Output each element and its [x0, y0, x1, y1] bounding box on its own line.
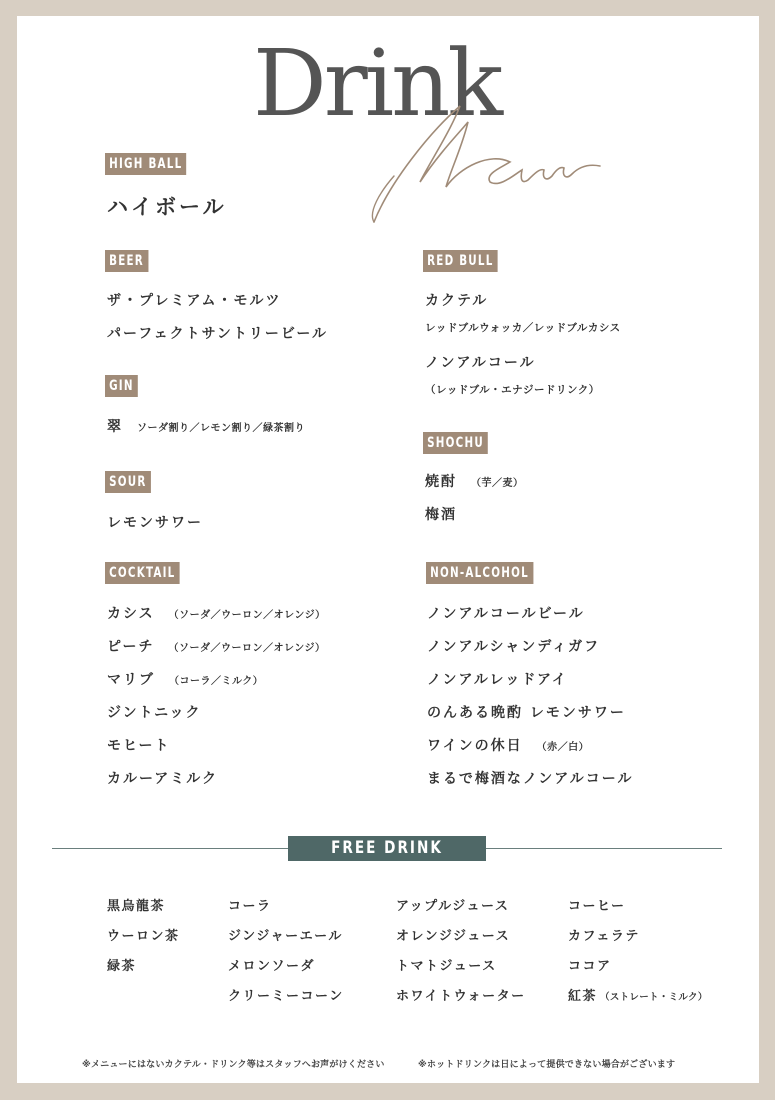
- free-item: アップルジュース: [396, 899, 510, 914]
- divider-right: [486, 848, 722, 849]
- menu-script-lettering: [350, 92, 610, 232]
- menu-item: モヒート: [107, 738, 171, 754]
- menu-item-sub: レッドブルウォッカ／レッドブルカシス: [425, 322, 621, 334]
- menu-item: ジントニック: [107, 705, 202, 721]
- free-item-note: （ストレート・ミルク）: [600, 992, 708, 1003]
- free-item: ホワイトウォーター: [396, 989, 526, 1004]
- menu-item: まるで梅酒なノンアルコール: [427, 771, 634, 787]
- menu-item-note: （ソーダ／ウーロン／オレンジ）: [168, 643, 326, 654]
- free-item: 紅茶 （ストレート・ミルク）: [568, 989, 708, 1004]
- menu-item: カクテル: [425, 293, 489, 309]
- menu-item: 翠 ソーダ割り／レモン割り／緑茶割り: [107, 419, 305, 435]
- menu-item-highball: ハイボール: [107, 195, 227, 219]
- menu-item: マリブ （コーラ／ミルク）: [107, 672, 264, 688]
- menu-item: ノンアルコール: [425, 355, 536, 371]
- free-item: カフェラテ: [568, 929, 640, 944]
- free-item: メロンソーダ: [228, 959, 316, 974]
- footer-note: ※メニューにはないカクテル・ドリンク等はスタッフへお声がけください: [82, 1060, 385, 1070]
- menu-item: 焼酎 （芋／麦）: [425, 474, 524, 490]
- free-item: ココア: [568, 959, 612, 974]
- menu-item: ザ・プレミアム・モルツ: [107, 293, 282, 309]
- tag-sour: SOUR: [105, 471, 151, 493]
- menu-item: のんある晩酌 レモンサワー: [427, 705, 626, 721]
- menu-item-note: （赤／白）: [536, 742, 590, 753]
- menu-item-note: ソーダ割り／レモン割り／緑茶割り: [137, 423, 305, 434]
- menu-item-note: （芋／麦）: [471, 478, 524, 489]
- divider-left: [52, 848, 288, 849]
- menu-item: ノンアルレッドアイ: [427, 672, 568, 688]
- free-item: ジンジャーエール: [228, 929, 343, 944]
- menu-item: レモンサワー: [107, 515, 203, 531]
- free-item: ウーロン茶: [107, 929, 180, 944]
- menu-item-note: （ソーダ／ウーロン／オレンジ）: [168, 610, 326, 621]
- tag-beer: BEER: [105, 250, 148, 272]
- free-item: 黒烏龍茶: [107, 899, 166, 914]
- menu-item: ワインの休日 （赤／白）: [427, 738, 590, 754]
- footer-note: ※ホットドリンクは日によって提供できない場合がございます: [418, 1060, 676, 1070]
- menu-item: パーフェクトサントリービール: [107, 326, 329, 342]
- menu-item: 梅酒: [425, 507, 457, 523]
- menu-item: カシス （ソーダ／ウーロン／オレンジ）: [107, 606, 326, 622]
- menu-item: ノンアルコールビール: [427, 606, 585, 622]
- tag-gin: GIN: [105, 375, 138, 397]
- free-item: コーヒー: [568, 899, 626, 914]
- tag-shochu: SHOCHU: [423, 432, 488, 454]
- menu-item-note: （コーラ／ミルク）: [169, 676, 264, 687]
- menu-item: カルーアミルク: [107, 771, 219, 787]
- menu-item: ピーチ （ソーダ／ウーロン／オレンジ）: [107, 639, 326, 655]
- menu-item-sub: （レッドブル・エナジードリンク）: [425, 384, 600, 396]
- tag-highball: HIGH BALL: [105, 153, 187, 175]
- free-item: コーラ: [228, 899, 272, 914]
- tag-nonalcohol: NON-ALCOHOL: [426, 562, 533, 584]
- menu-item: ノンアルシャンディガフ: [427, 639, 601, 655]
- tag-cocktail: COCKTAIL: [105, 562, 180, 584]
- free-item: オレンジジュース: [396, 929, 511, 944]
- free-drink-heading: FREE DRINK MENU: [288, 836, 486, 861]
- page-title: Drink: [253, 30, 501, 137]
- tag-redbull: RED BULL: [423, 250, 498, 272]
- free-item: 緑茶: [107, 959, 137, 974]
- free-item: トマトジュース: [396, 959, 497, 974]
- free-item: クリーミーコーン: [228, 989, 344, 1004]
